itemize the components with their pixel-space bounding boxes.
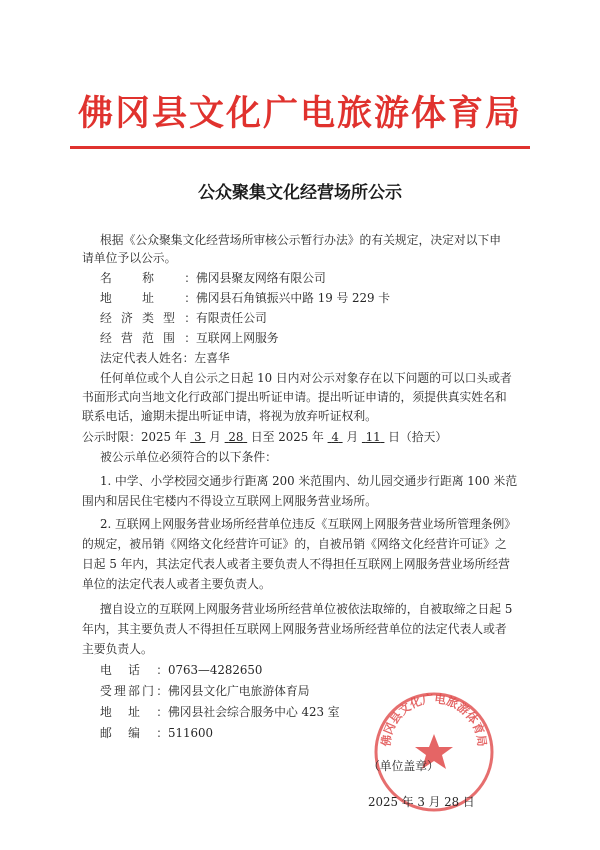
contact-dept-value: 佛冈县文化广电旅游体育局 xyxy=(168,684,310,698)
field-type-value: 有限责任公司 xyxy=(196,311,267,325)
contact-address-label: 地址： xyxy=(100,705,168,719)
contact-dept xyxy=(100,683,310,699)
period-start-day: 28 xyxy=(228,430,244,444)
field-name-label: 名称： xyxy=(100,271,196,285)
field-address-value: 佛冈县石角镇振兴中路 19 号 229 卡 xyxy=(196,291,391,305)
period-text-3: 月 xyxy=(346,430,359,444)
field-name xyxy=(100,270,326,286)
notice-line-1: 任何单位或个人自公示之日起 10 日内对公示对象存在以下问题的可以口头或者 xyxy=(100,371,512,385)
svg-text:佛冈县文化广电旅游体育局: 佛冈县文化广电旅游体育局 xyxy=(378,691,490,748)
contact-zip-label: 邮编： xyxy=(100,726,168,740)
notice-line-2: 书面形式向当地文化行政部门提出听证申请。提出听证申请的，须提供真实姓名和 xyxy=(82,390,507,404)
period-start-month: 3 xyxy=(194,430,202,444)
condition-2-line-2: 的规定，被吊销《网络文化经营许可证》的，自被吊销《网络文化经营许可证》之 xyxy=(82,537,507,551)
period-end-month: 4 xyxy=(331,430,339,444)
contact-address xyxy=(100,704,340,720)
signature-date: 2025 年 3 月 28 日 xyxy=(368,795,475,809)
letterhead: 佛冈县文化广电旅游体育局 xyxy=(77,93,522,134)
letterhead-red-line xyxy=(70,146,530,149)
condition-2-line-1: 2. 互联网上网服务营业场所经营单位违反《互联网上网服务营业场所管理条例》 xyxy=(100,517,517,531)
intro-line-1: 根据《公众聚集文化经营场所审核公示暂行办法》的有关规定，决定对以下申 xyxy=(100,233,502,247)
condition-1-line-1: 1. 中学、小学校园交通步行距离 200 米范围内、幼儿园交通步行距离 100 米范 xyxy=(100,474,518,488)
field-type xyxy=(100,310,267,326)
condition-2-line-4: 单位的法定代表人或者主要负责人。 xyxy=(82,577,271,591)
field-address xyxy=(100,290,390,306)
notice-period xyxy=(82,429,447,445)
field-rep-label: 法定代表人姓名： xyxy=(100,351,195,365)
period-prefix: 公示时限：2025 年 xyxy=(82,430,187,444)
contact-phone-value: 0763—4282650 xyxy=(168,663,263,677)
period-text-2: 日至 2025 年 xyxy=(250,430,324,444)
period-text-4: 日（拾天） xyxy=(388,430,448,444)
condition-3-line-1: 擅自设立的互联网上网服务营业场所经营单位被依法取缔的，自被取缔之日起 5 xyxy=(100,602,513,616)
contact-dept-label: 受理部门： xyxy=(100,684,168,698)
contact-address-value: 佛冈县社会综合服务中心 423 室 xyxy=(168,705,340,719)
field-rep xyxy=(100,350,230,366)
intro-line-2: 请单位予以公示。 xyxy=(82,251,177,265)
period-text-1: 月 xyxy=(209,430,221,444)
conditions-heading: 被公示单位必须符合的以下条件： xyxy=(100,450,277,464)
seal-note: （单位盖章） xyxy=(368,759,439,773)
field-name-value: 佛冈县聚友网络有限公司 xyxy=(196,271,326,285)
period-end-day: 11 xyxy=(365,430,381,444)
notice-line-3: 联系电话，逾期未提出听证申请，将视为放弃听证权利。 xyxy=(82,409,377,423)
contact-zip xyxy=(100,725,213,741)
field-scope-label: 经营范围： xyxy=(100,331,196,345)
document-title: 公众聚集文化经营场所公示 xyxy=(198,183,402,203)
condition-1-line-2: 围内和居民住宅楼内不得设立互联网上网服务营业场所。 xyxy=(82,494,377,508)
condition-2-line-3: 日起 5 年内，其法定代表人或者主要负责人不得担任互联网上网服务营业场所经营 xyxy=(82,557,510,571)
field-scope-value: 互联网上网服务 xyxy=(196,331,279,345)
field-rep-value: 左喜华 xyxy=(194,351,230,365)
condition-3-line-3: 主要负责人。 xyxy=(82,642,153,656)
contact-phone xyxy=(100,662,262,678)
field-scope xyxy=(100,330,279,346)
field-address-label: 地址： xyxy=(100,291,196,305)
field-type-label: 经济类型： xyxy=(100,311,196,325)
contact-zip-value: 511600 xyxy=(168,726,214,740)
condition-3-line-2: 年内，其主要负责人不得担任互联网上网服务营业场所经营单位的法定代表人或者 xyxy=(82,622,507,636)
contact-phone-label: 电话： xyxy=(100,663,168,677)
